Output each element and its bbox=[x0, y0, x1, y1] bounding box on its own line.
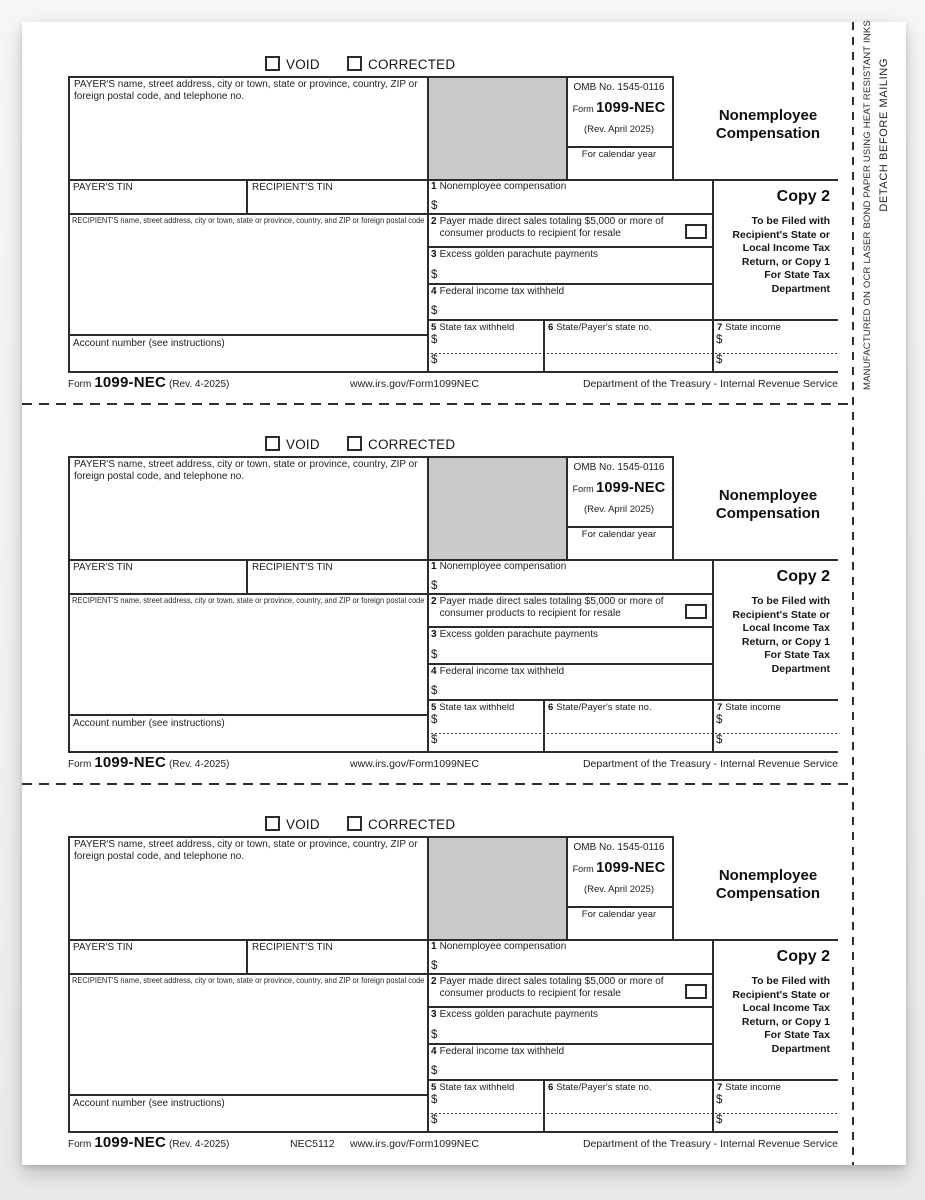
shaded-area bbox=[427, 76, 566, 179]
dotted-entry-line bbox=[427, 353, 838, 354]
footer-treasury-label: Department of the Treasury - Internal Revenue Service bbox=[582, 378, 838, 390]
grid-line bbox=[427, 319, 838, 321]
manufactured-note: MANUFACTURED ON OCR LASER BOND PAPER USING HEAT RESISTANT INKS bbox=[862, 20, 873, 390]
box5-state-tax-withheld-field[interactable] bbox=[427, 319, 543, 371]
grid-line bbox=[566, 76, 568, 179]
box7-state-income-field[interactable] bbox=[712, 699, 838, 751]
grid-line bbox=[566, 456, 568, 559]
dollar-sign: $ bbox=[431, 1029, 438, 1041]
grid-line bbox=[246, 559, 248, 593]
box7-label: 7 State income bbox=[717, 322, 781, 333]
box4-federal-tax-withheld-field[interactable] bbox=[427, 1043, 712, 1079]
box6-label: 6 State/Payer's state no. bbox=[548, 1082, 652, 1093]
box6-state-payer-number-field[interactable] bbox=[543, 699, 712, 751]
dollar-sign: $ bbox=[716, 354, 723, 366]
copy-title: Copy 2 bbox=[776, 568, 830, 585]
box5-label: 5 State tax withheld bbox=[431, 702, 515, 713]
grid-line bbox=[566, 906, 672, 908]
calendar-year-label: For calendar year bbox=[581, 909, 657, 920]
form-word: Form bbox=[572, 864, 594, 874]
dollar-sign: $ bbox=[431, 354, 438, 366]
box1-label: 1 Nonemployee compensation bbox=[431, 941, 567, 952]
payer-tin-field[interactable] bbox=[68, 939, 246, 973]
box3-golden-parachute-field[interactable] bbox=[427, 1006, 712, 1043]
dollar-sign: $ bbox=[431, 1065, 438, 1077]
grid-line bbox=[712, 939, 714, 1131]
dollar-sign: $ bbox=[431, 714, 438, 726]
grid-line bbox=[543, 319, 545, 371]
grid-line bbox=[712, 559, 714, 751]
box5-label: 5 State tax withheld bbox=[431, 1082, 515, 1093]
void-checkbox[interactable] bbox=[265, 56, 280, 71]
payer-info-field[interactable] bbox=[68, 836, 427, 939]
box5-label: 5 State tax withheld bbox=[431, 322, 515, 333]
recipient-info-label: RECIPIENT'S name, street address, city or town, state or province, country, and ZIP or foreign postal code bbox=[72, 975, 425, 985]
form-number: 1099-NEC bbox=[596, 100, 666, 116]
box7-label: 7 State income bbox=[717, 1082, 781, 1093]
box5-state-tax-withheld-field[interactable] bbox=[427, 699, 543, 751]
recipient-info-field[interactable] bbox=[68, 213, 427, 334]
form-title bbox=[672, 836, 838, 939]
box4-label: 4 Federal income tax withheld bbox=[431, 666, 565, 677]
recipient-tin-field[interactable] bbox=[246, 939, 427, 973]
dollar-sign: $ bbox=[431, 269, 438, 281]
box6-state-payer-number-field[interactable] bbox=[543, 319, 712, 371]
grid-line bbox=[427, 1006, 712, 1008]
payer-tin-field[interactable] bbox=[68, 179, 246, 213]
box1-label: 1 Nonemployee compensation bbox=[431, 561, 567, 572]
payer-info-field[interactable] bbox=[68, 76, 427, 179]
void-corrected-row bbox=[68, 54, 838, 76]
payer-tin-label: PAYER'S TIN bbox=[73, 942, 133, 953]
form-title bbox=[672, 456, 838, 559]
form-copy-3 bbox=[68, 814, 838, 1154]
copy-designation bbox=[712, 179, 838, 319]
form-word: Form bbox=[572, 104, 594, 114]
grid-line bbox=[68, 456, 70, 751]
form-title bbox=[672, 76, 838, 179]
copy-title: Copy 2 bbox=[776, 188, 830, 205]
void-corrected-row bbox=[68, 814, 838, 836]
corrected-label: CORRECTED bbox=[368, 437, 456, 452]
form-title-line1: Nonemployee bbox=[718, 867, 818, 884]
copy-note: To be Filed with Recipient's State or Local Income Tax Return, or Copy 1 For State Tax Department bbox=[732, 215, 830, 295]
footer-irs-url: www.irs.gov/Form1099NEC bbox=[350, 758, 479, 770]
grid-line bbox=[566, 146, 672, 148]
payer-tin-label: PAYER'S TIN bbox=[73, 182, 133, 193]
grid-line bbox=[672, 456, 674, 559]
grid-line bbox=[712, 179, 714, 371]
form-word: Form bbox=[572, 484, 594, 494]
corrected-label: CORRECTED bbox=[368, 817, 456, 832]
box4-federal-tax-withheld-field[interactable] bbox=[427, 663, 712, 699]
form-footer bbox=[68, 1134, 838, 1152]
box3-label: 3 Excess golden parachute payments bbox=[431, 629, 598, 640]
dollar-sign: $ bbox=[716, 334, 723, 346]
footer-treasury-label: Department of the Treasury - Internal Revenue Service bbox=[582, 1138, 838, 1150]
form-title-line2: Compensation bbox=[715, 885, 821, 902]
perforation-line-horizontal bbox=[22, 403, 852, 405]
dollar-sign: $ bbox=[431, 305, 438, 317]
grid-line bbox=[427, 663, 712, 665]
dollar-sign: $ bbox=[716, 1114, 723, 1126]
box2-label: 2 Payer made direct sales totaling $5,000 or more of consumer products to recipient for resale bbox=[431, 596, 664, 619]
account-number-field[interactable] bbox=[68, 1094, 427, 1131]
payer-info-label: PAYER'S name, street address, city or town, state or province, country, ZIP or foreign postal code, and telephone no. bbox=[74, 79, 418, 102]
box3-golden-parachute-field[interactable] bbox=[427, 626, 712, 663]
revision-date: (Rev. April 2025) bbox=[583, 124, 655, 135]
dollar-sign: $ bbox=[431, 960, 438, 972]
perforation-line-vertical bbox=[852, 22, 854, 1165]
box3-label: 3 Excess golden parachute payments bbox=[431, 249, 598, 260]
payer-tin-field[interactable] bbox=[68, 559, 246, 593]
grid-line bbox=[566, 836, 568, 939]
dollar-sign: $ bbox=[431, 685, 438, 697]
box2-direct-sales-field bbox=[427, 593, 712, 626]
corrected-label: CORRECTED bbox=[368, 57, 456, 72]
payer-info-label: PAYER'S name, street address, city or town, state or province, country, ZIP or foreign postal code, and telephone no. bbox=[74, 459, 418, 482]
box3-label: 3 Excess golden parachute payments bbox=[431, 1009, 598, 1020]
dollar-sign: $ bbox=[431, 1114, 438, 1126]
box2-resale-checkbox[interactable] bbox=[685, 224, 707, 239]
grid-line bbox=[427, 283, 712, 285]
form-sheet bbox=[22, 22, 906, 1165]
payer-info-field[interactable] bbox=[68, 456, 427, 559]
grid-line bbox=[566, 526, 672, 528]
box1-label: 1 Nonemployee compensation bbox=[431, 181, 567, 192]
grid-line bbox=[427, 626, 712, 628]
form-title-line2: Compensation bbox=[715, 505, 821, 522]
payer-info-label: PAYER'S name, street address, city or town, state or province, country, ZIP or foreign postal code, and telephone no. bbox=[74, 839, 418, 862]
box6-label: 6 State/Payer's state no. bbox=[548, 322, 652, 333]
box2-resale-checkbox[interactable] bbox=[685, 984, 707, 999]
grid-line bbox=[427, 246, 712, 248]
calendar-year-label: For calendar year bbox=[581, 149, 657, 160]
grid-line bbox=[246, 179, 248, 213]
footer-form-id: Form 1099-NEC (Rev. 4-2025) bbox=[68, 1134, 230, 1151]
box1-nonemployee-compensation-field[interactable] bbox=[427, 559, 712, 593]
account-number-field[interactable] bbox=[68, 334, 427, 371]
form-number-heading bbox=[566, 480, 672, 496]
dollar-sign: $ bbox=[431, 1094, 438, 1106]
grid-line bbox=[68, 751, 838, 753]
copy-designation bbox=[712, 939, 838, 1079]
grid-line bbox=[68, 76, 70, 371]
void-corrected-row bbox=[68, 434, 838, 456]
grid-line bbox=[68, 836, 672, 838]
grid-line bbox=[68, 714, 427, 716]
payer-tin-label: PAYER'S TIN bbox=[73, 562, 133, 573]
dotted-entry-line bbox=[427, 733, 838, 734]
box7-state-income-field[interactable] bbox=[712, 319, 838, 371]
grid-line bbox=[68, 456, 672, 458]
grid-line bbox=[68, 1094, 427, 1096]
void-label: VOID bbox=[286, 437, 320, 452]
recipient-tin-field[interactable] bbox=[246, 559, 427, 593]
grid-line bbox=[68, 593, 712, 595]
grid-line bbox=[427, 699, 838, 701]
form-title-line2: Compensation bbox=[715, 125, 821, 142]
recipient-info-label: RECIPIENT'S name, street address, city or town, state or province, country, and ZIP or foreign postal code bbox=[72, 215, 425, 225]
box2-direct-sales-field bbox=[427, 973, 712, 1006]
recipient-tin-label: RECIPIENT'S TIN bbox=[252, 182, 333, 193]
form-title-line1: Nonemployee bbox=[718, 487, 818, 504]
grid-line bbox=[68, 559, 838, 561]
calendar-year-label: For calendar year bbox=[581, 529, 657, 540]
grid-line bbox=[427, 76, 429, 371]
grid-line bbox=[68, 1131, 838, 1133]
box1-nonemployee-compensation-field[interactable] bbox=[427, 939, 712, 973]
recipient-tin-label: RECIPIENT'S TIN bbox=[252, 942, 333, 953]
grid-line bbox=[68, 334, 427, 336]
footer-printer-code: NEC5112 bbox=[290, 1138, 335, 1150]
omb-number: OMB No. 1545-0116 bbox=[573, 82, 665, 93]
dollar-sign: $ bbox=[431, 334, 438, 346]
box2-direct-sales-field bbox=[427, 213, 712, 246]
footer-irs-url: www.irs.gov/Form1099NEC bbox=[350, 1138, 479, 1150]
grid-line bbox=[68, 179, 838, 181]
box6-label: 6 State/Payer's state no. bbox=[548, 702, 652, 713]
grid-line bbox=[543, 1079, 545, 1131]
grid-line bbox=[427, 1079, 838, 1081]
dollar-sign: $ bbox=[431, 649, 438, 661]
detach-before-mailing-note: DETACH BEFORE MAILING bbox=[878, 58, 890, 212]
form-footer bbox=[68, 754, 838, 772]
copy-note: To be Filed with Recipient's State or Local Income Tax Return, or Copy 1 For State Tax Department bbox=[732, 975, 830, 1055]
account-number-label: Account number (see instructions) bbox=[73, 338, 225, 349]
form-number: 1099-NEC bbox=[596, 480, 666, 496]
revision-date: (Rev. April 2025) bbox=[583, 504, 655, 515]
dollar-sign: $ bbox=[431, 200, 438, 212]
void-checkbox[interactable] bbox=[265, 816, 280, 831]
dollar-sign: $ bbox=[716, 714, 723, 726]
form-copy-2 bbox=[68, 434, 838, 774]
account-number-label: Account number (see instructions) bbox=[73, 718, 225, 729]
account-number-field[interactable] bbox=[68, 714, 427, 751]
grid-line bbox=[68, 371, 838, 373]
recipient-info-field[interactable] bbox=[68, 973, 427, 1094]
dollar-sign: $ bbox=[431, 580, 438, 592]
dotted-entry-line bbox=[427, 1113, 838, 1114]
recipient-info-field[interactable] bbox=[68, 593, 427, 714]
dollar-sign: $ bbox=[716, 734, 723, 746]
form-number-heading bbox=[566, 860, 672, 876]
omb-box bbox=[566, 836, 672, 939]
form-title-line1: Nonemployee bbox=[718, 107, 818, 124]
dollar-sign: $ bbox=[431, 734, 438, 746]
copy-title: Copy 2 bbox=[776, 948, 830, 965]
footer-irs-url: www.irs.gov/Form1099NEC bbox=[350, 378, 479, 390]
void-label: VOID bbox=[286, 57, 320, 72]
recipient-info-label: RECIPIENT'S name, street address, city or town, state or province, country, and ZIP or foreign postal code bbox=[72, 595, 425, 605]
box2-label: 2 Payer made direct sales totaling $5,000 or more of consumer products to recipient for resale bbox=[431, 216, 664, 239]
dollar-sign: $ bbox=[716, 1094, 723, 1106]
grid-line bbox=[68, 973, 712, 975]
form-copy-1 bbox=[68, 54, 838, 394]
copy-note: To be Filed with Recipient's State or Local Income Tax Return, or Copy 1 For State Tax Department bbox=[732, 595, 830, 675]
grid-line bbox=[68, 213, 712, 215]
grid-line bbox=[68, 939, 838, 941]
omb-number: OMB No. 1545-0116 bbox=[573, 462, 665, 473]
corrected-checkbox[interactable] bbox=[347, 816, 362, 831]
grid-line bbox=[672, 836, 674, 939]
grid-line bbox=[246, 939, 248, 973]
corrected-checkbox[interactable] bbox=[347, 56, 362, 71]
box7-state-income-field[interactable] bbox=[712, 1079, 838, 1131]
footer-form-id: Form 1099-NEC (Rev. 4-2025) bbox=[68, 754, 230, 771]
form-1099nec-body bbox=[68, 836, 838, 1131]
shaded-area bbox=[427, 836, 566, 939]
box5-state-tax-withheld-field[interactable] bbox=[427, 1079, 543, 1131]
form-1099nec-body bbox=[68, 76, 838, 371]
grid-line bbox=[427, 1043, 712, 1045]
box7-label: 7 State income bbox=[717, 702, 781, 713]
box2-resale-checkbox[interactable] bbox=[685, 604, 707, 619]
grid-line bbox=[672, 76, 674, 179]
grid-line bbox=[427, 836, 429, 1131]
box6-state-payer-number-field[interactable] bbox=[543, 1079, 712, 1131]
form-number: 1099-NEC bbox=[596, 860, 666, 876]
grid-line bbox=[68, 836, 70, 1131]
perforation-line-horizontal bbox=[22, 783, 852, 785]
box1-nonemployee-compensation-field[interactable] bbox=[427, 179, 712, 213]
box4-label: 4 Federal income tax withheld bbox=[431, 1046, 565, 1057]
box2-label: 2 Payer made direct sales totaling $5,000 or more of consumer products to recipient for resale bbox=[431, 976, 664, 999]
side-margin-text bbox=[860, 20, 900, 390]
omb-box bbox=[566, 456, 672, 559]
recipient-tin-field[interactable] bbox=[246, 179, 427, 213]
form-footer bbox=[68, 374, 838, 392]
corrected-checkbox[interactable] bbox=[347, 436, 362, 451]
box4-label: 4 Federal income tax withheld bbox=[431, 286, 565, 297]
void-label: VOID bbox=[286, 817, 320, 832]
account-number-label: Account number (see instructions) bbox=[73, 1098, 225, 1109]
copy-designation bbox=[712, 559, 838, 699]
footer-form-id: Form 1099-NEC (Rev. 4-2025) bbox=[68, 374, 230, 391]
shaded-area bbox=[427, 456, 566, 559]
box3-golden-parachute-field[interactable] bbox=[427, 246, 712, 283]
omb-number: OMB No. 1545-0116 bbox=[573, 842, 665, 853]
grid-line bbox=[427, 456, 429, 751]
box4-federal-tax-withheld-field[interactable] bbox=[427, 283, 712, 319]
grid-line bbox=[68, 76, 672, 78]
form-number-heading bbox=[566, 100, 672, 116]
grid-line bbox=[543, 699, 545, 751]
void-checkbox[interactable] bbox=[265, 436, 280, 451]
omb-box bbox=[566, 76, 672, 179]
form-1099nec-body bbox=[68, 456, 838, 751]
revision-date: (Rev. April 2025) bbox=[583, 884, 655, 895]
footer-treasury-label: Department of the Treasury - Internal Revenue Service bbox=[582, 758, 838, 770]
recipient-tin-label: RECIPIENT'S TIN bbox=[252, 562, 333, 573]
